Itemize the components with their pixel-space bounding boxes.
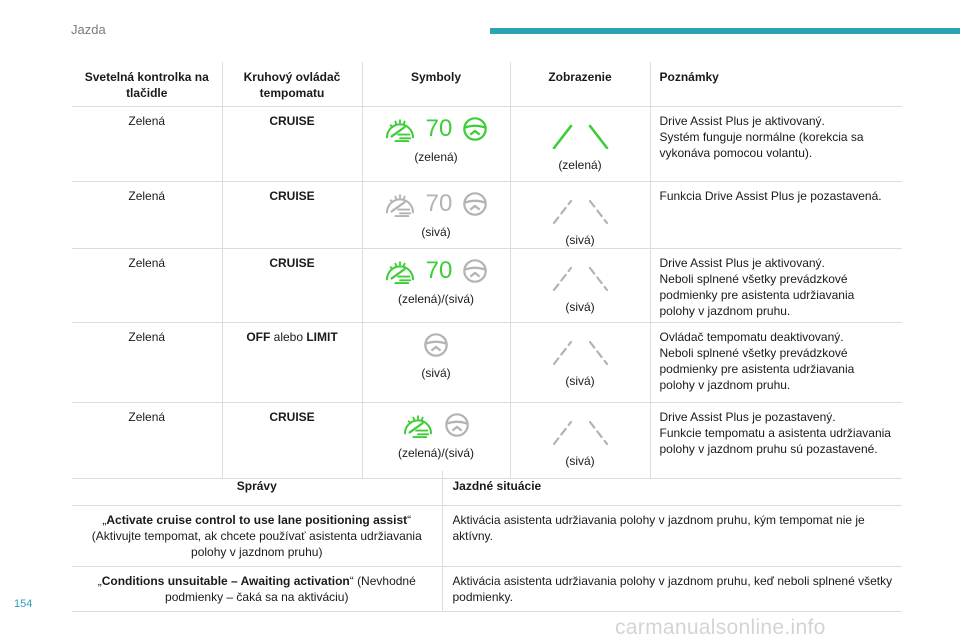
column-header: Správy [72,471,442,506]
dial-position [222,107,362,182]
speed-value: 70 [425,190,453,217]
symbol-caption: (sivá) [421,225,451,239]
note-line: Drive Assist Plus je aktivovaný. [659,114,825,128]
notes-cell [650,249,902,323]
symbol-cell [362,403,510,479]
quote-open: „ [102,513,107,527]
steering-wheel-icon [444,412,470,438]
symbol-cell [362,107,510,182]
symbol-caption: (zelená)/(sivá) [397,292,475,306]
symbol-cell [362,182,510,249]
display-cell [510,182,650,249]
symbol-caption: (zelená)/(sivá) [397,446,475,460]
dial-label-connector: alebo [270,330,307,344]
messages-table [72,471,902,612]
dial-label: CRUISE [269,410,315,424]
message-cell [72,567,442,612]
watermark: carmanualsonline.info [615,616,826,639]
column-header: Svetelná kontrolka na tlačidle [72,62,222,107]
quote-open: „ [97,574,102,588]
message-text: Activate cruise control to use lane positioning assist [106,513,408,527]
speedometer-icon [384,258,416,284]
notes-cell [650,107,902,182]
note-line: Drive Assist Plus je pozastavený. [659,410,836,424]
speedometer-icon [384,191,416,217]
dial-label: CRUISE [269,189,315,203]
situation-cell: Aktivácia asistenta udržiavania polohy v jazdnom pruhu, keď neboli splnené všetky podmienky. [442,567,902,612]
display-cell [510,323,650,403]
dial-label: CRUISE [269,114,315,128]
note-line: Ovládač tempomatu deaktivovaný. [659,330,844,344]
column-header: Poznámky [650,62,902,107]
message-translation: “ (Nevhodné podmienky – čaká sa na aktiváciu) [165,574,416,604]
note-line: Systém funguje normálne (korekcia sa vykonáva pomocou volantu). [659,130,864,160]
dial-position [222,182,362,249]
message-text: Conditions unsuitable – Awaiting activation [101,574,350,588]
symbol-cell [362,249,510,323]
dial-label: OFF [246,330,271,344]
lane-lines-dashed-icon [550,198,610,224]
indicator-table [72,62,902,479]
notes-cell [650,182,902,249]
section-title: Jazda [71,22,106,37]
display-cell [510,107,650,182]
symbol-caption: (sivá) [421,366,451,380]
lane-lines-dashed-icon [550,339,610,365]
speed-value: 70 [425,257,453,284]
page-number: 154 [14,598,33,610]
table-row [72,182,902,249]
steering-wheel-icon [462,116,488,142]
indicator-color: Zelená [72,249,222,323]
dial-position [222,249,362,323]
display-caption: (sivá) [565,300,595,314]
lane-lines-icon [550,123,610,149]
speedometer-icon [402,412,434,438]
steering-wheel-icon [462,191,488,217]
column-header: Zobrazenie [510,62,650,107]
speedometer-icon [384,116,416,142]
note-line: Neboli splnené všetky prevádzkové podmienky pre asistenta udržiavania polohy v jazdnom pruhu. [659,346,855,392]
table-row [72,403,902,479]
display-cell [510,249,650,323]
notes-cell [650,323,902,403]
notes-cell [650,403,902,479]
header-accent-bar [490,28,960,34]
indicator-color: Zelená [72,107,222,182]
note-line: Neboli splnené všetky prevádzkové podmienky pre asistenta udržiavania polohy v jazdnom pruhu. [659,272,855,318]
column-header: Symboly [362,62,510,107]
table-header-row [72,62,902,107]
note-line: Funkcia Drive Assist Plus je pozastavená. [659,189,882,203]
indicator-color: Zelená [72,403,222,479]
display-caption: (sivá) [565,454,595,468]
situation-cell: Aktivácia asistenta udržiavania polohy v jazdnom pruhu, kým tempomat nie je aktívny. [442,506,902,567]
table-row [72,567,902,612]
display-cell [510,403,650,479]
note-line: Drive Assist Plus je aktivovaný. [659,256,825,270]
display-caption: (sivá) [565,374,595,388]
indicator-color: Zelená [72,323,222,403]
dial-position [222,323,362,403]
dial-label: LIMIT [306,330,338,344]
symbol-caption: (zelená) [414,150,458,164]
indicator-color: Zelená [72,182,222,249]
steering-wheel-icon [423,332,449,358]
display-caption: (sivá) [565,233,595,247]
table-row [72,506,902,567]
display-caption: (zelená) [558,158,602,172]
column-header: Kruhový ovládač tempomatu [222,62,362,107]
dial-position [222,403,362,479]
table-row [72,249,902,323]
message-translation: “ (Aktivujte tempomat, ak chcete používať asistenta udržiavania polohy v jazdnom pruhu) [91,513,422,559]
speed-value: 70 [425,115,453,142]
message-cell [72,506,442,567]
lane-lines-dashed-icon [550,265,610,291]
symbol-cell [362,323,510,403]
steering-wheel-icon [462,258,488,284]
table-row [72,323,902,403]
lane-lines-dashed-icon [550,419,610,445]
note-line: Funkcie tempomatu a asistenta udržiavania polohy v jazdnom pruhu sú pozastavené. [659,426,891,456]
table-header-row [72,471,902,506]
table-row [72,107,902,182]
dial-label: CRUISE [269,256,315,270]
column-header: Jazdné situácie [442,471,902,506]
